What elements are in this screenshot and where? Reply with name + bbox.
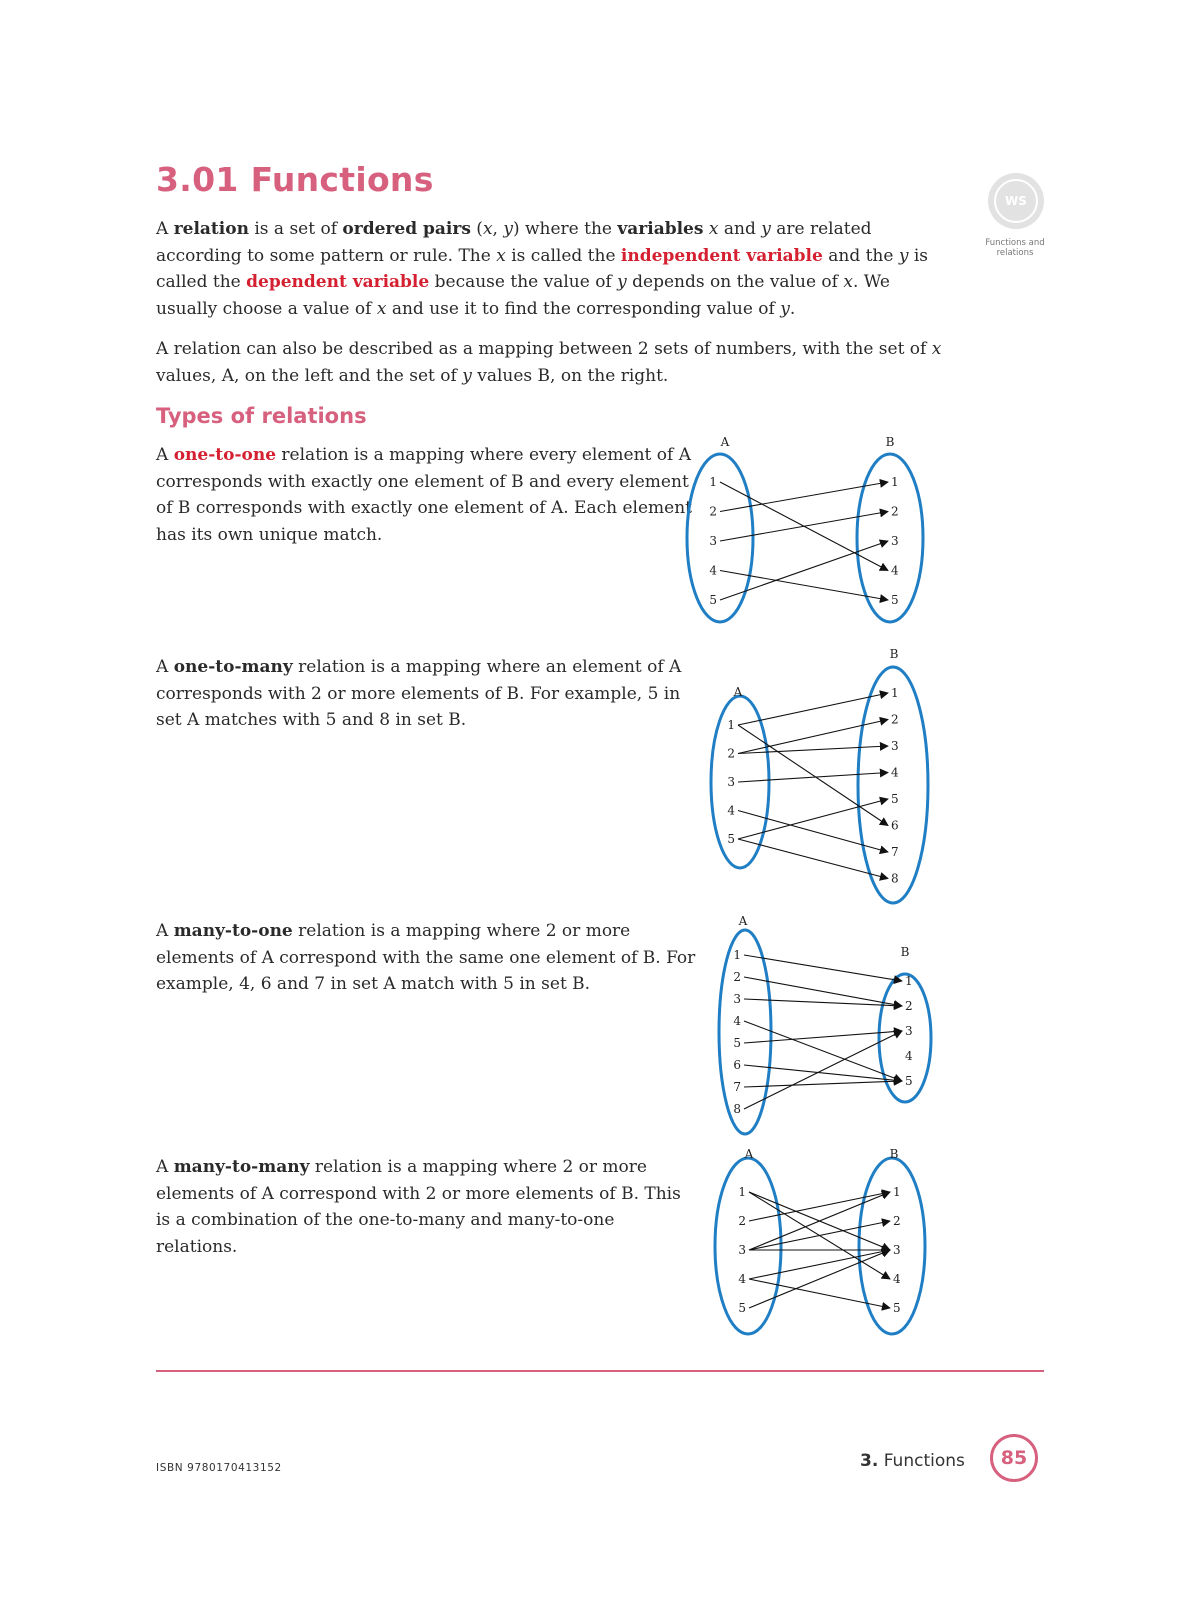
relation-many-to-many-text: A many-to-many relation is a mapping where 2 or more elements of A correspond with 2 or more elements of B. This is a combination of the one-to-many and many-to-one relations. xyxy=(156,1157,681,1257)
worksheet-caption[interactable]: Functions and relations xyxy=(985,238,1045,258)
many-to-many-a-element-2: 2 xyxy=(738,1214,746,1228)
many-to-one-b-element-1: 1 xyxy=(905,974,913,988)
term-many-to-many: many-to-many xyxy=(173,1157,310,1177)
subheading-types-of-relations: Types of relations xyxy=(156,404,367,428)
intro-paragraph-1: A relation is a set of ordered pairs (x, y) where the variables x and y are related according to some pattern or rule. The x is called the independent variable and the y is called the dependent variable because the value of y depends on the value of x. We usually choose a value of x and use it to find the corresponding value of y. xyxy=(156,219,929,319)
relation-one-to-many-text: A one-to-many relation is a mapping where an element of A corresponds with 2 or more elements of B. For example, 5 in set A matches with 5 and 8 in set B. xyxy=(156,657,682,730)
one-to-one-a-element-3: 3 xyxy=(709,534,717,548)
one-to-many-arrow-1-to-6 xyxy=(738,725,888,826)
term-dependent-variable: dependent variable xyxy=(246,272,430,292)
one-to-one-a-element-5: 5 xyxy=(709,593,717,607)
isbn: ISBN 9780170413152 xyxy=(156,1462,282,1474)
chapter-label xyxy=(860,1451,965,1471)
many-to-many-arrow-4-to-3 xyxy=(749,1250,890,1279)
many-to-many-a-element-1: 1 xyxy=(738,1185,746,1199)
chapter-number: 3. xyxy=(860,1451,879,1471)
one-to-many-b-element-7: 7 xyxy=(891,845,899,859)
one-to-many-a-element-5: 5 xyxy=(727,832,735,846)
many-to-many-a-element-5: 5 xyxy=(738,1301,746,1315)
many-to-many-set-b-label: B xyxy=(889,1147,899,1161)
one-to-many-b-element-5: 5 xyxy=(891,792,899,806)
one-to-one-b-element-5: 5 xyxy=(891,593,899,607)
one-to-many-b-element-4: 4 xyxy=(891,765,899,780)
page-number: 85 xyxy=(990,1434,1038,1482)
one-to-many-set-b-label: B xyxy=(889,647,899,661)
many-to-many-b-element-3: 3 xyxy=(893,1243,901,1257)
many-to-many-a-element-4: 4 xyxy=(738,1272,746,1286)
many-to-many-set-b-oval xyxy=(859,1158,925,1334)
intro-paragraph-2: A relation can also be described as a mapping between 2 sets of numbers, with the set of x values, A, on the left and the set of y values B, on the right. xyxy=(156,339,942,386)
many-to-many-a-element-3: 3 xyxy=(738,1243,746,1257)
many-to-one-a-element-6: 6 xyxy=(733,1058,741,1072)
one-to-one-arrow-5-to-3 xyxy=(720,541,888,600)
one-to-many-arrow-3-to-4 xyxy=(738,773,888,783)
one-to-one-b-element-1: 1 xyxy=(891,475,899,489)
many-to-many-b-element-4: 4 xyxy=(893,1272,901,1286)
one-to-many-a-element-4: 4 xyxy=(727,803,735,818)
one-to-many-a-element-2: 2 xyxy=(727,746,735,761)
many-to-one-a-element-7: 7 xyxy=(733,1080,741,1094)
one-to-many-set-b-oval xyxy=(858,667,928,903)
many-to-one-set-a-oval xyxy=(719,930,771,1134)
many-to-one-a-element-8: 8 xyxy=(733,1102,741,1116)
many-to-one-a-element-1: 1 xyxy=(733,948,741,962)
relation-one-to-one-text: A one-to-one relation is a mapping where every element of A corresponds with exactly one element of B and every element of B corresponds with exactly one element of A. Each element has its own unique match. xyxy=(156,445,692,545)
many-to-one-b-element-2: 2 xyxy=(905,999,913,1013)
one-to-one-b-element-4: 4 xyxy=(891,563,899,578)
many-to-one-set-b-label: B xyxy=(900,945,910,959)
many-to-many-arrow-3-to-2 xyxy=(749,1221,890,1250)
term-one-to-many: one-to-many xyxy=(173,657,293,677)
one-to-many-b-element-6: 6 xyxy=(891,818,899,833)
one-to-one-set-a-label: A xyxy=(720,435,730,449)
one-to-many-b-element-3: 3 xyxy=(891,739,899,753)
chapter-title: Functions xyxy=(883,1451,965,1471)
term-independent-variable: independent variable xyxy=(620,245,823,266)
many-to-one-a-element-5: 5 xyxy=(733,1036,741,1050)
one-to-one-a-element-1: 1 xyxy=(709,475,717,489)
many-to-one-a-element-2: 2 xyxy=(733,970,741,984)
one-to-many-b-element-2: 2 xyxy=(891,712,899,727)
section-name: Functions xyxy=(250,160,434,199)
many-to-one-b-element-5: 5 xyxy=(905,1074,913,1088)
one-to-many-a-element-1: 1 xyxy=(727,718,735,732)
many-to-one-set-a-label: A xyxy=(738,914,748,928)
one-to-one-a-element-4: 4 xyxy=(709,563,717,578)
many-to-many-arrow-5-to-3 xyxy=(749,1250,890,1308)
one-to-one-arrow-3-to-2 xyxy=(720,512,888,542)
one-to-many-b-element-8: 8 xyxy=(891,871,899,886)
one-to-one-a-element-2: 2 xyxy=(709,504,717,519)
many-to-many-set-a-label: A xyxy=(744,1147,754,1161)
many-to-one-a-element-3: 3 xyxy=(733,992,741,1006)
many-to-one-b-element-4: 4 xyxy=(905,1049,913,1063)
one-to-many-arrow-5-to-5 xyxy=(738,799,888,839)
many-to-one-arrow-3-to-2 xyxy=(744,999,902,1006)
relation-many-to-one-text: A many-to-one relation is a mapping where 2 or more elements of A correspond with the same one element of B. For example, 4, 6 and 7 in set A match with 5 in set B. xyxy=(156,921,696,994)
footer-rule xyxy=(156,1370,1044,1372)
term-many-to-one: many-to-one xyxy=(173,921,293,941)
many-to-one-a-element-4: 4 xyxy=(733,1014,741,1028)
many-to-many-b-element-1: 1 xyxy=(893,1185,901,1199)
many-to-one-b-element-3: 3 xyxy=(905,1024,913,1038)
term-one-to-one: one-to-one xyxy=(173,445,277,465)
many-to-many-arrow-4-to-5 xyxy=(749,1279,890,1308)
one-to-one-set-a-oval xyxy=(687,454,753,622)
many-to-one-arrow-8-to-3 xyxy=(744,1031,902,1109)
one-to-one-b-element-2: 2 xyxy=(891,504,899,519)
many-to-many-b-element-2: 2 xyxy=(893,1214,901,1228)
many-to-many-b-element-5: 5 xyxy=(893,1301,901,1315)
one-to-many-a-element-3: 3 xyxy=(727,775,735,789)
many-to-many-arrow-2-to-1 xyxy=(749,1192,890,1221)
one-to-many-set-a-label: A xyxy=(733,685,743,699)
section-number: 3.01 xyxy=(156,160,239,199)
one-to-one-set-b-label: B xyxy=(885,435,895,449)
one-to-many-arrow-2-to-3 xyxy=(738,746,888,754)
worksheet-badge-label: WS xyxy=(994,179,1038,223)
one-to-one-b-element-3: 3 xyxy=(891,534,899,548)
one-to-many-b-element-1: 1 xyxy=(891,686,899,700)
